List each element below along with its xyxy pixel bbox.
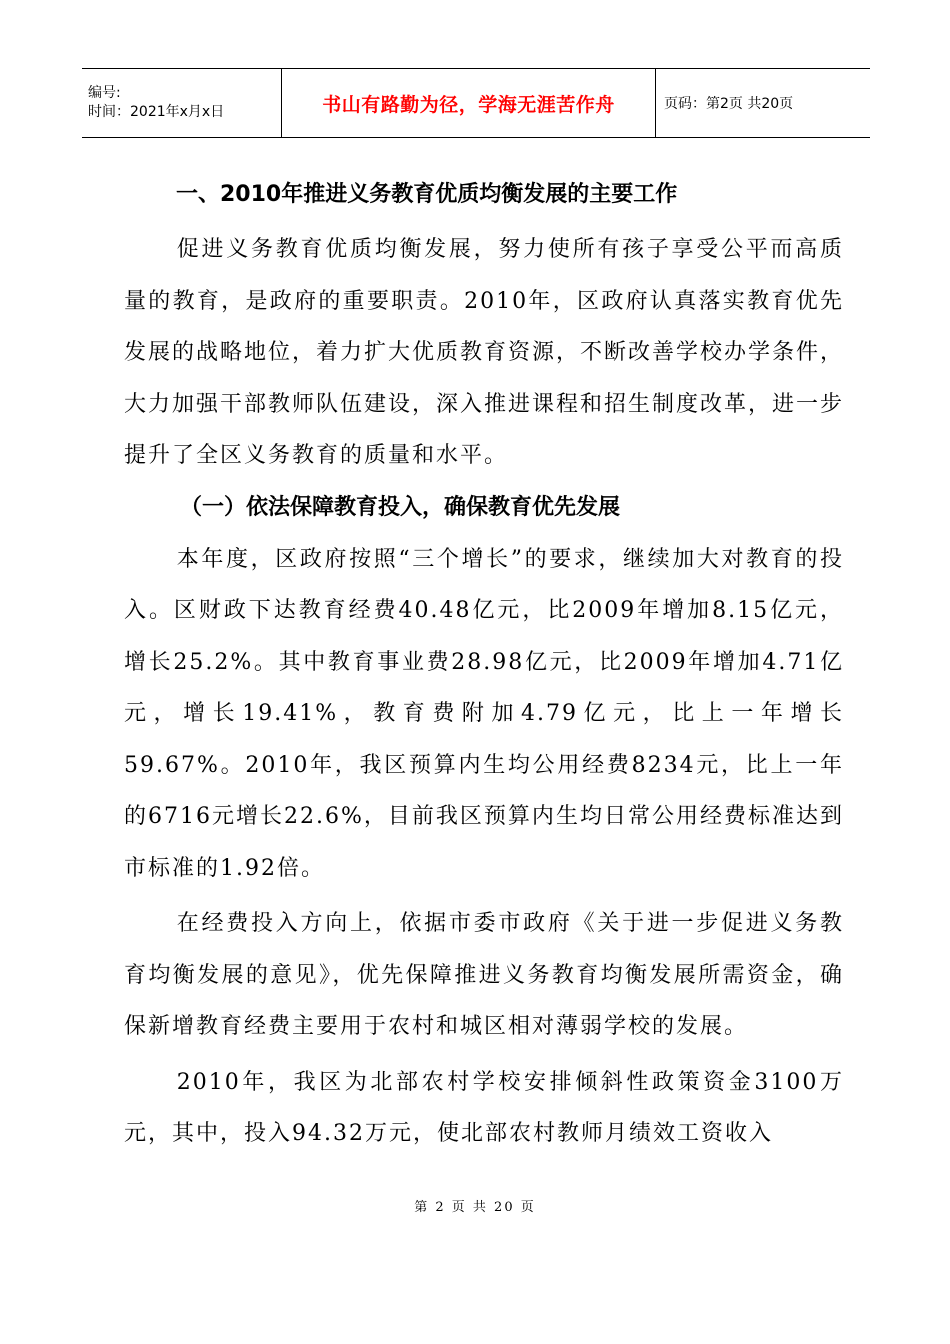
- header-motto-cell: [282, 69, 656, 137]
- intro-paragraph: 促进义务教育优质均衡发展，努力使所有孩子享受公平而高质量的教育，是政府的重要职责。2010年，区政府认真落实教育优先发展的战略地位，着力扩大优质教育资源，不断改善学校办学条件，大力加强干部教师队伍建设，深入推进课程和招生制度改革，进一步提升了全区义务教育的质量和水平。: [124, 237, 845, 468]
- time-label: 时间：2021年x月x日: [88, 104, 225, 120]
- number-label: 编号:: [88, 85, 121, 101]
- header-meta-cell: [82, 69, 282, 137]
- subsection-title: （一）依法保障教育投入，确保教育优先发展: [180, 494, 621, 520]
- header-page-cell: [656, 69, 870, 137]
- section-title: 一、2010年推进义务教育优质均衡发展的主要工作: [176, 182, 678, 207]
- motto-text: 书山有路勤为径，学海无涯苦作舟: [322, 93, 615, 116]
- body-paragraph-3: 2010年，我区为北部农村学校安排倾斜性政策资金3100万元，其中，投入94.32万元，使北部农村教师月绩效工资收入: [124, 1069, 844, 1146]
- document-header: [82, 68, 870, 138]
- page-info: 页码：第2页 共20页: [664, 96, 794, 112]
- page-footer: 第 2 页 共 20 页: [414, 1200, 536, 1215]
- document-body: [124, 170, 844, 1160]
- body-paragraph-2: 在经费投入方向上，依据市委市政府《关于进一步促进义务教育均衡发展的意见》，优先保障推进义务教育均衡发展所需资金，确保新增教育经费主要用于农村和城区相对薄弱学校的发展。: [124, 911, 844, 1039]
- body-paragraph-1: 本年度，区政府按照“三个增长”的要求，继续加大对教育的投入。区财政下达教育经费40.48亿元，比2009年增加8.15亿元，增长25.2%。其中教育事业费28.98亿元，比2009年增加4.71亿元，增长19.41%，教育费附加4.79亿元，比上一年增长59.67%。2010年，我区预算内生均公用经费8234元，比上一年的6716元增长22.6%，目前我区预算内生均日常公用经费标准达到市标准的1.92倍。: [124, 546, 844, 881]
